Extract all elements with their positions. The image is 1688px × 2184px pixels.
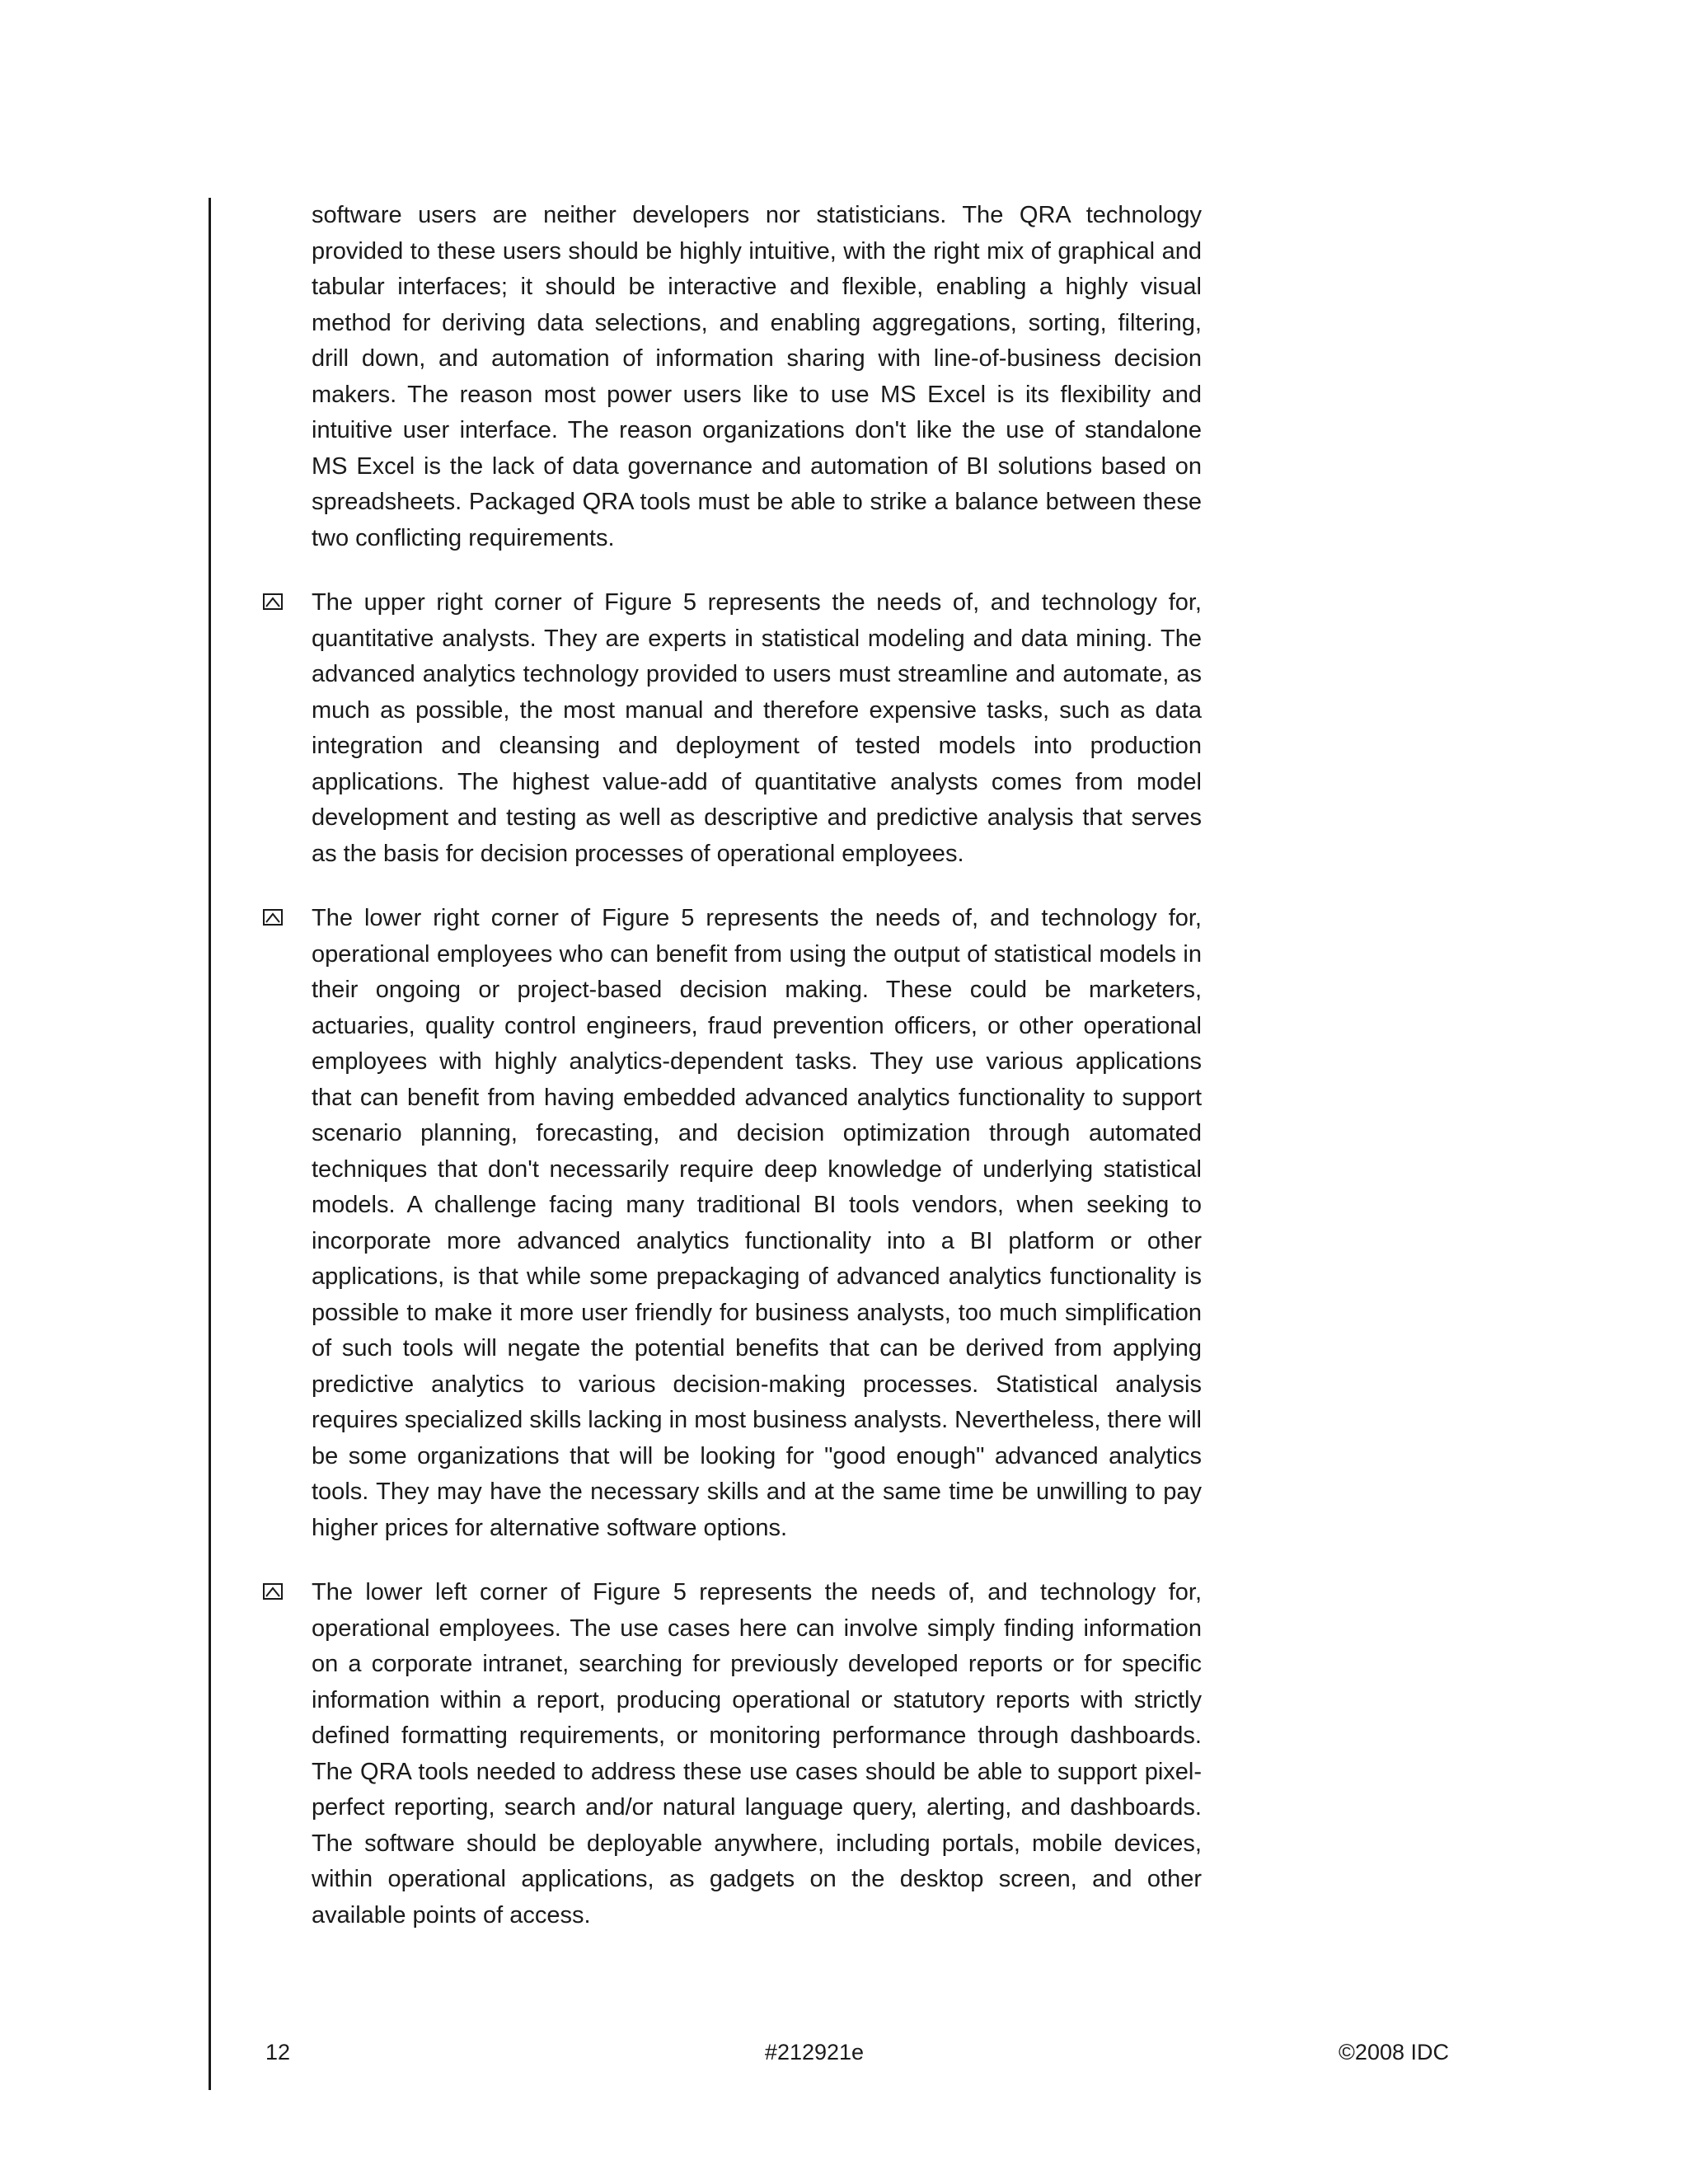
- copyright-notice: ©2008 IDC: [1339, 2040, 1449, 2064]
- hollow-triangle-box-icon: [263, 593, 283, 610]
- bullet-text: The upper right corner of Figure 5 represents the needs of, and technology for, quantitative analysts. They are experts in statistical modeling and data mining. The advanced analytics technology provided to users must streamline and automate, as much as possible, the most manual and therefore expensive tasks, such as data integration and cleansing and deployment of tested models into production applications. The highest value-add of quantitative analysts comes from model development and testing as well as descriptive and predictive analysis that serves as the basis for decision processes of operational employees.: [312, 589, 1202, 867]
- hollow-triangle-box-icon: [263, 909, 283, 926]
- document-id: #212921e: [764, 2040, 865, 2064]
- bullet-text: The lower right corner of Figure 5 represents the needs of, and technology for, operational employees who can benefit from using the output of statistical models in their ongoing or project-based decision making. These could be marketers, actuaries, quality control engineers, fraud prevention officers, or other operational employees with highly analytics-dependent tasks. They use various applications that can benefit from having embedded advanced analytics functionality to support scenario planning, forecasting, and decision optimization through automated techniques that don't necessarily require deep knowledge of underlying statistical models. A challenge facing many traditional BI tools vendors, when seeking to incorporate more advanced analytics functionality into a BI platform or other applications, is that while some prepackaging of advanced analytics functionality is possible to make it more user friendly for business analysts, too much simplification of such tools will negate the potential benefits that can be derived from applying predictive analytics to various decision-making processes. Statistical analysis requires specialized skills lacking in most business analysts. Nevertheless, there will be some organizations that will be looking for "good enough" advanced analytics tools. They may have the necessary skills and at the same time be unwilling to pay higher prices for alternative software options.: [312, 905, 1202, 1541]
- page-number: 12: [265, 2040, 291, 2064]
- bullet-item: [312, 1575, 1202, 1933]
- bullet-text: The lower left corner of Figure 5 represents the needs of, and technology for, operational employees. The use cases here can involve simply finding information on a corporate intranet, searching for previously developed reports or for specific information within a report, producing operational or statutory reports with strictly defined formatting requirements, or monitoring performance through dashboards. The QRA tools needed to address these use cases should be able to support pixel-perfect reporting, search and/or natural language query, alerting, and dashboards. The software should be deployable anywhere, including portals, mobile devices, within operational applications, as gadgets on the desktop screen, and other available points of access.: [312, 1579, 1202, 1929]
- bullet-item: [312, 585, 1202, 872]
- intro-paragraph: software users are neither developers nor statisticians. The QRA technology provided to these users should be highly intuitive, with the right mix of graphical and tabular interfaces; it should be interactive and flexible, enabling a highly visual method for deriving data selections, and enabling aggregations, sorting, filtering, drill down, and automation of information sharing with line-of-business decision makers. The reason most power users like to use MS Excel is its flexibility and intuitive user interface. The reason organizations don't like the use of standalone MS Excel is the lack of data governance and automation of BI solutions based on spreadsheets. Packaged QRA tools must be able to strike a balance between these two conflicting requirements.: [312, 202, 1202, 551]
- document-body: [312, 198, 1202, 1933]
- hollow-triangle-box-icon: [263, 1583, 283, 1600]
- bullet-item: [312, 901, 1202, 1546]
- margin-rule: [209, 198, 211, 2090]
